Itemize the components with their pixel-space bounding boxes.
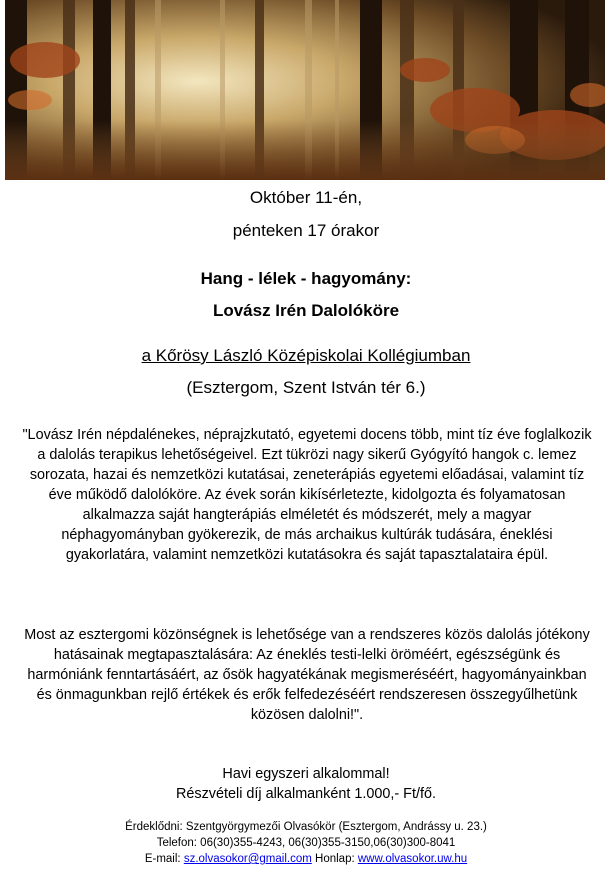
email-label: E-mail: xyxy=(144,853,181,865)
quote-paragraph-1: "Lovász Irén népdalénekes, néprajzkutató, egyetemi docens több, mint tíz éve foglalkozik a dalolás terapikus lehetőségeivel. Ezt tükrözi nagy sikerű Gyógyító hangok c. lemez sorozata, hazai és nemzetközi kutatásai, zeneterápiás egyetemi előadásai, valamint tíz éve működő dalolóköre. Az évek során kikísérletezte, kidolgozta és folyamatosan alkalmazza saját hangterápiás elméletét és módszerét, mely a magyar néphagyományban gyökerezik, de más archaikus kultúrák tudására, éneklési gyakorlatára, valamint nemzetközi kutatásokra és saját tapasztalataira épül. xyxy=(22,427,592,563)
frequency-note: Havi egyszeri alkalommal! xyxy=(222,766,390,782)
website-label: Honlap: xyxy=(315,853,355,865)
event-date: Október 11-én, xyxy=(249,188,363,207)
event-address: (Esztergom, Szent István tér 6.) xyxy=(186,378,426,397)
contact-phone: Telefon: 06(30)355-4243, 06(30)355-3150,06(30)300-8041 xyxy=(156,837,456,849)
participation-fee: Részvételi díj alkalmanként 1.000,- Ft/fő. xyxy=(176,786,436,802)
forest-illustration xyxy=(5,0,605,180)
quote-paragraph-2: Most az esztergomi közönségnek is lehetősége van a rendszeres közös dalolás jótékony hatásainak megtapasztalására: Az éneklés testi-lelki öröméért, egészségünk és harmóniánk fenntartásáért, az ősök hagyatékának megismeréséért, hagyományainkban és önmagunkban rejlő értékek és erők felfedezéséért rendszeresen összegyűlhetünk közösen dalolni!". xyxy=(24,627,590,723)
forest-banner-image xyxy=(5,0,605,180)
contact-links xyxy=(0,852,612,867)
event-venue xyxy=(0,344,612,368)
event-time: pénteken 17 órakor xyxy=(232,221,380,240)
venue-name: a Kőrösy László Középiskolai Kollégiumban xyxy=(141,346,471,365)
event-subtitle: Lovász Irén Dalolóköre xyxy=(212,301,400,320)
email-link[interactable]: sz.olvasokor@gmail.com xyxy=(183,853,312,865)
event-title: Hang - lélek - hagyomány: xyxy=(200,269,412,288)
contact-info: Érdeklődni: Szentgyörgymezői Olvasókör (Esztergom, Andrássy u. 23.) xyxy=(125,821,487,833)
website-link[interactable]: www.olvasokor.uw.hu xyxy=(357,853,468,865)
